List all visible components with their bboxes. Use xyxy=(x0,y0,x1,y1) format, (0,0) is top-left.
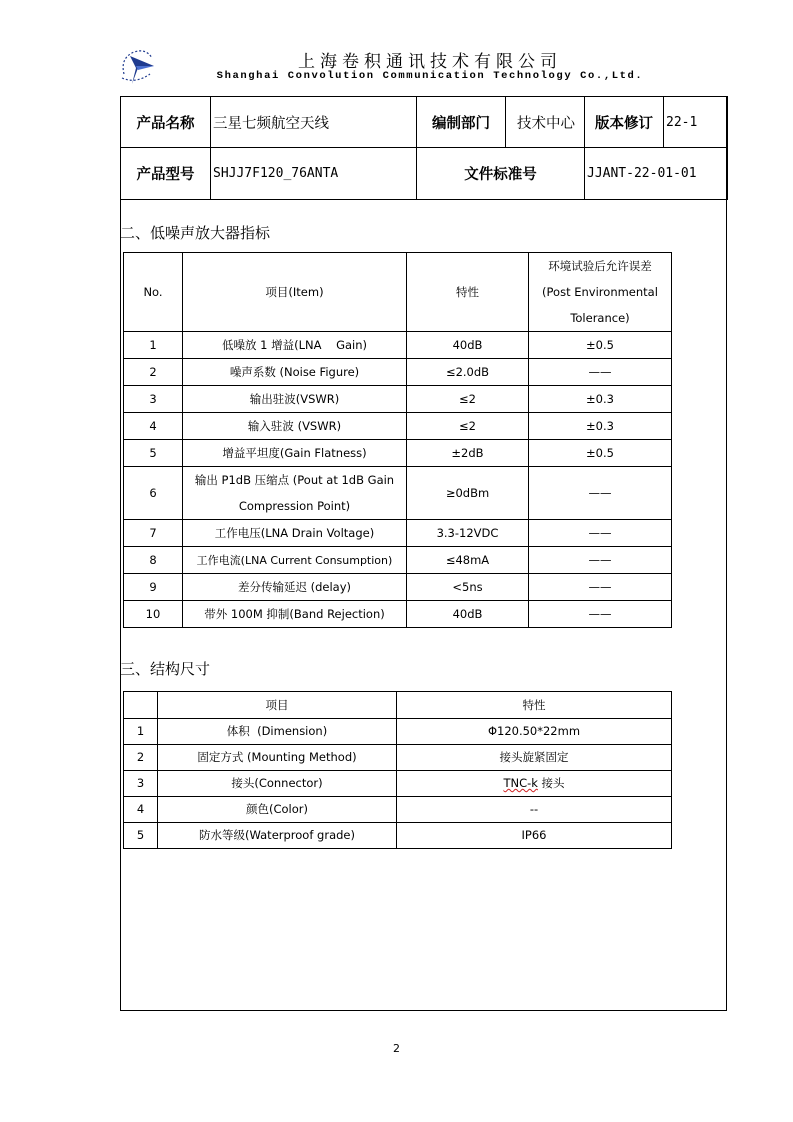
row-no: 5 xyxy=(124,440,183,467)
page-number: 2 xyxy=(393,1042,400,1055)
table-row xyxy=(124,745,672,771)
row-tolerance: ±0.3 xyxy=(529,413,672,440)
table-row xyxy=(124,797,672,823)
table-header-row xyxy=(124,253,672,332)
row-char: 40dB xyxy=(407,332,529,359)
revision-label: 版本修订 xyxy=(585,97,664,148)
dept-label: 编制部门 xyxy=(417,97,506,148)
header-tolerance xyxy=(529,253,672,332)
row-no: 7 xyxy=(124,520,183,547)
row-char xyxy=(397,771,672,797)
row-char: ≤2.0dB xyxy=(407,359,529,386)
row-item: 接头(Connector) xyxy=(158,771,397,797)
row-tolerance: —— xyxy=(529,547,672,574)
product-info-table xyxy=(120,96,728,200)
row-item: 固定方式 (Mounting Method) xyxy=(158,745,397,771)
row-no: 9 xyxy=(124,574,183,601)
connector-type-text: TNC-k xyxy=(503,776,538,790)
row-item: 防水等级(Waterproof grade) xyxy=(158,823,397,849)
row-item: 带外 100M 抑制(Band Rejection) xyxy=(183,601,407,628)
doc-number-label: 文件标准号 xyxy=(417,148,585,200)
row-item: 输入驻波 (VSWR) xyxy=(183,413,407,440)
row-item: 增益平坦度(Gain Flatness) xyxy=(183,440,407,467)
header-item: 项目(Item) xyxy=(183,253,407,332)
table-row xyxy=(124,386,672,413)
row-no: 1 xyxy=(124,332,183,359)
table-row xyxy=(124,467,672,520)
table-header-row xyxy=(124,692,672,719)
row-char: ≥0dBm xyxy=(407,467,529,520)
product-info-row xyxy=(121,148,728,200)
connector-suffix-text: 接头 xyxy=(537,776,565,790)
row-char: -- xyxy=(397,797,672,823)
row-item: 工作电压(LNA Drain Voltage) xyxy=(183,520,407,547)
row-no: 2 xyxy=(124,359,183,386)
dept-value: 技术中心 xyxy=(506,97,585,148)
section-structure-title: 三、结构尺寸 xyxy=(120,660,211,678)
row-tolerance: ±0.3 xyxy=(529,386,672,413)
header-tolerance-line: Tolerance) xyxy=(570,311,630,325)
row-tolerance: ±0.5 xyxy=(529,332,672,359)
row-item: 低噪放 1 增益(LNA Gain) xyxy=(183,332,407,359)
row-item: 体积 (Dimension) xyxy=(158,719,397,745)
product-name-value: 三星七频航空天线 xyxy=(211,97,417,148)
header-no: No. xyxy=(124,253,183,332)
row-char: 接头旋紧固定 xyxy=(397,745,672,771)
row-no: 2 xyxy=(124,745,158,771)
revision-value: 22-1 xyxy=(664,97,728,148)
row-char: ±2dB xyxy=(407,440,529,467)
row-tolerance: —— xyxy=(529,520,672,547)
row-item: 工作电流(LNA Current Consumption) xyxy=(183,547,407,574)
row-item: 噪声系数 (Noise Figure) xyxy=(183,359,407,386)
product-name-label: 产品名称 xyxy=(121,97,211,148)
row-no: 3 xyxy=(124,771,158,797)
row-no: 5 xyxy=(124,823,158,849)
row-char: 40dB xyxy=(407,601,529,628)
product-model-label: 产品型号 xyxy=(121,148,211,200)
table-row xyxy=(124,574,672,601)
table-row xyxy=(124,520,672,547)
row-no: 4 xyxy=(124,797,158,823)
row-no: 6 xyxy=(124,467,183,520)
row-no: 3 xyxy=(124,386,183,413)
row-char: <5ns xyxy=(407,574,529,601)
row-tolerance: —— xyxy=(529,359,672,386)
header-char: 特性 xyxy=(407,253,529,332)
product-info-row xyxy=(121,97,728,148)
row-char: ≤48mA xyxy=(407,547,529,574)
table-row xyxy=(124,823,672,849)
row-char: Φ120.50*22mm xyxy=(397,719,672,745)
row-char: ≤2 xyxy=(407,413,529,440)
header-char: 特性 xyxy=(397,692,672,719)
row-item: 输出驻波(VSWR) xyxy=(183,386,407,413)
doc-number-value: JJANT-22-01-01 xyxy=(585,148,728,200)
row-item: 差分传输延迟 (delay) xyxy=(183,574,407,601)
company-name-cn: 上海卷积通讯技术有限公司 xyxy=(298,52,562,72)
row-tolerance: ±0.5 xyxy=(529,440,672,467)
header-no xyxy=(124,692,158,719)
header-item: 项目 xyxy=(158,692,397,719)
row-no: 10 xyxy=(124,601,183,628)
row-char: ≤2 xyxy=(407,386,529,413)
company-name-en: Shanghai Convolution Communication Technology Co.,Ltd. xyxy=(216,70,644,82)
row-tolerance: —— xyxy=(529,574,672,601)
row-no: 4 xyxy=(124,413,183,440)
table-row xyxy=(124,413,672,440)
row-char: IP66 xyxy=(397,823,672,849)
row-no: 8 xyxy=(124,547,183,574)
header-tolerance-line: (Post Environmental xyxy=(542,285,658,299)
table-row xyxy=(124,332,672,359)
section-lna-title: 二、低噪声放大器指标 xyxy=(120,224,271,242)
structure-spec-table xyxy=(123,691,672,849)
header-tolerance-line: 环境试验后允许误差 xyxy=(548,259,652,273)
row-item: 输出 P1dB 压缩点 (Pout at 1dB Gain Compression Point) xyxy=(183,467,407,520)
table-row xyxy=(124,359,672,386)
table-row xyxy=(124,440,672,467)
row-item: 颜色(Color) xyxy=(158,797,397,823)
row-tolerance: —— xyxy=(529,467,672,520)
table-row xyxy=(124,547,672,574)
table-row xyxy=(124,719,672,745)
table-row xyxy=(124,601,672,628)
row-char: 3.3-12VDC xyxy=(407,520,529,547)
row-tolerance: —— xyxy=(529,601,672,628)
lna-spec-table xyxy=(123,252,672,628)
product-model-value: SHJJ7F120_76ANTA xyxy=(211,148,417,200)
table-row xyxy=(124,771,672,797)
row-no: 1 xyxy=(124,719,158,745)
